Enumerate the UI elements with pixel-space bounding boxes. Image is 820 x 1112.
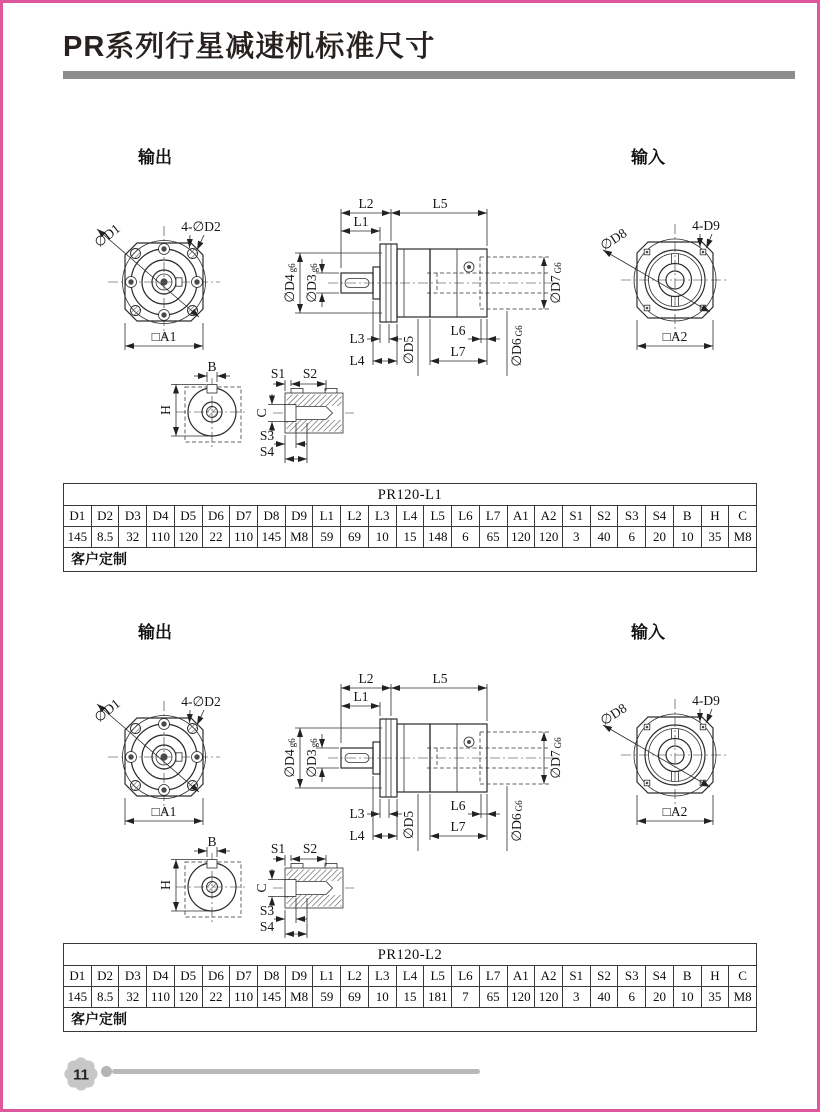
column-header: D3 [119, 966, 147, 987]
column-header: D2 [91, 506, 119, 527]
value-cell: M8 [729, 987, 757, 1008]
value-cell: 181 [424, 987, 452, 1008]
value-cell: 110 [147, 527, 175, 548]
value-cell: 22 [202, 987, 230, 1008]
section-pr120-l2-drawings [60, 615, 800, 934]
value-cell: 6 [452, 527, 480, 548]
dim-d7-label: ∅D7G6 [548, 737, 563, 779]
output-keyway [176, 278, 182, 286]
value-cell: M8 [729, 527, 757, 548]
dim-l2-label: L2 [358, 196, 374, 211]
dim-a1-label: □A1 [151, 329, 177, 344]
input-view-label: 输入 [631, 623, 665, 642]
dim-c-label: C [254, 408, 269, 418]
output-front-view [91, 219, 220, 350]
column-header: D6 [202, 506, 230, 527]
dim-d3-label: ∅D3g6 [304, 263, 319, 303]
dim-d6-label: ∅D6G6 [509, 325, 524, 367]
value-cell: 110 [230, 527, 258, 548]
dim-s4-label: S4 [259, 444, 275, 459]
footer-dot [101, 1066, 112, 1077]
dim-d6-label: ∅D6G6 [509, 800, 524, 842]
value-cell: 10 [673, 527, 701, 548]
dim-l2-label: L2 [358, 671, 374, 686]
value-cell: M8 [285, 987, 313, 1008]
dim-d1-label: ∅D1 [91, 220, 123, 251]
column-header: D4 [147, 506, 175, 527]
dim-l5-label: L5 [432, 196, 448, 211]
column-header: C [729, 966, 757, 987]
value-cell: 35 [701, 987, 729, 1008]
page-number-badge [58, 1051, 104, 1097]
column-header: L7 [479, 966, 507, 987]
dim-s3-label: S3 [259, 428, 275, 443]
table-title: PR120-L2 [64, 944, 757, 966]
side-view [282, 196, 563, 376]
column-header: L4 [396, 506, 424, 527]
dim-s1-label: S1 [270, 366, 286, 381]
footer-line [112, 1069, 480, 1074]
dim-d2-label: 4-∅D2 [181, 694, 221, 709]
value-cell: 6 [618, 987, 646, 1008]
column-header: D7 [230, 966, 258, 987]
column-header: D5 [174, 506, 202, 527]
dim-d5-label: ∅D5 [401, 810, 416, 840]
column-header: L6 [452, 506, 480, 527]
column-header: S3 [618, 966, 646, 987]
side-view [282, 671, 563, 851]
dim-l7-label: L7 [450, 819, 466, 834]
dimension-table-host-pr120-l1 [63, 483, 757, 572]
value-cell: 20 [646, 987, 674, 1008]
dim-l1-label: L1 [353, 214, 369, 229]
value-cell: 35 [701, 527, 729, 548]
column-header: D8 [258, 966, 286, 987]
value-cell: 7 [452, 987, 480, 1008]
column-header: S2 [590, 506, 618, 527]
value-cell: 8.5 [91, 527, 119, 548]
counterbore [285, 880, 296, 897]
column-header: D5 [174, 966, 202, 987]
output-view-label: 输出 [138, 623, 172, 642]
column-header: D7 [230, 506, 258, 527]
column-header: B [673, 506, 701, 527]
dim-l5-label: L5 [432, 671, 448, 686]
value-cell: 145 [258, 527, 286, 548]
column-header: H [701, 506, 729, 527]
value-cell: 32 [119, 527, 147, 548]
column-header: D1 [64, 506, 92, 527]
column-header: L5 [424, 966, 452, 987]
dim-a1-label: □A1 [151, 804, 177, 819]
keyway-notch [207, 385, 217, 394]
input-front-view [598, 693, 729, 825]
table-title: PR120-L1 [64, 484, 757, 506]
dim-h-label: H [158, 880, 173, 890]
drawing-slot-2 [60, 615, 800, 945]
dim-d8-label: ∅D8 [597, 700, 630, 729]
dim-h-label: H [158, 405, 173, 415]
column-header: L2 [341, 966, 369, 987]
value-cell: 120 [535, 527, 563, 548]
value-cell: 20 [646, 527, 674, 548]
dim-l3-label: L3 [349, 806, 365, 821]
dim-d3-label: ∅D3g6 [304, 738, 319, 778]
column-header: L6 [452, 966, 480, 987]
value-cell: 3 [562, 987, 590, 1008]
value-cell: 120 [174, 527, 202, 548]
value-cell: 8.5 [91, 987, 119, 1008]
dim-a2-label: □A2 [662, 329, 688, 344]
dim-d1-label: ∅D1 [91, 695, 123, 726]
value-cell: 40 [590, 987, 618, 1008]
dim-s2-label: S2 [302, 841, 318, 856]
value-cell: 15 [396, 527, 424, 548]
value-cell: 120 [507, 987, 535, 1008]
dim-d7-label: ∅D7G6 [548, 262, 563, 304]
column-header: L4 [396, 966, 424, 987]
value-cell: 145 [64, 987, 92, 1008]
gearbox-technical-drawing [60, 140, 800, 470]
dim-b-label: B [207, 834, 217, 849]
page-title: PR系列行星减速机标准尺寸 [63, 31, 436, 63]
column-header: D2 [91, 966, 119, 987]
column-header: A1 [507, 966, 535, 987]
column-header: A2 [535, 506, 563, 527]
shaft-section-view [254, 841, 354, 938]
value-cell: 110 [147, 987, 175, 1008]
dim-l4-label: L4 [349, 828, 365, 843]
column-header: C [729, 506, 757, 527]
column-header: S3 [618, 506, 646, 527]
value-cell: 59 [313, 987, 341, 1008]
dim-a2-label: □A2 [662, 804, 688, 819]
value-cell: 120 [507, 527, 535, 548]
value-cell: 65 [479, 527, 507, 548]
section-pr120-l1-drawings [60, 140, 800, 470]
counterbore [285, 405, 296, 422]
value-cell: 65 [479, 987, 507, 1008]
customization-note: 客户定制 [64, 1008, 757, 1032]
gearbox-technical-drawing [60, 615, 800, 945]
drawing-slot-1 [60, 140, 800, 470]
column-header: D6 [202, 966, 230, 987]
dim-l6-label: L6 [450, 323, 466, 338]
dim-d9-label: 4-D9 [692, 693, 720, 708]
value-cell: 32 [119, 987, 147, 1008]
column-header: L3 [368, 506, 396, 527]
value-cell: 10 [368, 527, 396, 548]
column-header: D1 [64, 966, 92, 987]
column-header: A1 [507, 506, 535, 527]
value-cell: 120 [535, 987, 563, 1008]
column-header: D8 [258, 506, 286, 527]
dim-l1-label: L1 [353, 689, 369, 704]
output-keyway [176, 753, 182, 761]
customization-note: 客户定制 [64, 548, 757, 572]
dim-l6-label: L6 [450, 798, 466, 813]
value-cell: 120 [174, 987, 202, 1008]
value-cell: 15 [396, 987, 424, 1008]
title-divider [63, 71, 795, 79]
column-header: L1 [313, 966, 341, 987]
dim-l7-label: L7 [450, 344, 466, 359]
column-header: D9 [285, 966, 313, 987]
column-header: D3 [119, 506, 147, 527]
shaft-end-view [158, 834, 248, 923]
dim-s1-label: S1 [270, 841, 286, 856]
value-cell: 6 [618, 527, 646, 548]
dim-d2-label: 4-∅D2 [181, 219, 221, 234]
dim-d8-label: ∅D8 [597, 225, 630, 254]
value-cell: 10 [673, 987, 701, 1008]
dimension-table [63, 943, 757, 1032]
dimension-table-host-pr120-l2 [63, 943, 757, 1032]
dim-d4-label: ∅D4g6 [282, 263, 297, 303]
value-cell: M8 [285, 527, 313, 548]
dim-b-label: B [207, 359, 217, 374]
keyway-notch [207, 860, 217, 869]
dim-s2-label: S2 [302, 366, 318, 381]
column-header: L1 [313, 506, 341, 527]
value-cell: 69 [341, 527, 369, 548]
column-header: S1 [562, 506, 590, 527]
column-header: A2 [535, 966, 563, 987]
input-front-view [598, 218, 729, 350]
output-front-view [91, 694, 220, 825]
dim-l3-label: L3 [349, 331, 365, 346]
column-header: D9 [285, 506, 313, 527]
value-cell: 10 [368, 987, 396, 1008]
value-cell: 110 [230, 987, 258, 1008]
dimension-table [63, 483, 757, 572]
value-cell: 145 [258, 987, 286, 1008]
column-header: B [673, 966, 701, 987]
value-cell: 59 [313, 527, 341, 548]
value-cell: 145 [64, 527, 92, 548]
value-cell: 3 [562, 527, 590, 548]
column-header: H [701, 966, 729, 987]
page-number: 11 [73, 1066, 89, 1084]
column-header: L7 [479, 506, 507, 527]
shaft-section-view [254, 366, 354, 463]
value-cell: 40 [590, 527, 618, 548]
value-cell: 148 [424, 527, 452, 548]
dim-c-label: C [254, 883, 269, 893]
dim-d4-label: ∅D4g6 [282, 738, 297, 778]
dim-s3-label: S3 [259, 903, 275, 918]
dim-d9-label: 4-D9 [692, 218, 720, 233]
value-cell: 22 [202, 527, 230, 548]
value-cell: 69 [341, 987, 369, 1008]
column-header: D4 [147, 966, 175, 987]
output-view-label: 输出 [138, 148, 172, 167]
column-header: S2 [590, 966, 618, 987]
input-view-label: 输入 [631, 148, 665, 167]
dim-d5-label: ∅D5 [401, 335, 416, 365]
column-header: S4 [646, 966, 674, 987]
column-header: L5 [424, 506, 452, 527]
dim-l4-label: L4 [349, 353, 365, 368]
column-header: L2 [341, 506, 369, 527]
column-header: L3 [368, 966, 396, 987]
shaft-end-view [158, 359, 248, 448]
dim-s4-label: S4 [259, 919, 275, 934]
column-header: S4 [646, 506, 674, 527]
column-header: S1 [562, 966, 590, 987]
